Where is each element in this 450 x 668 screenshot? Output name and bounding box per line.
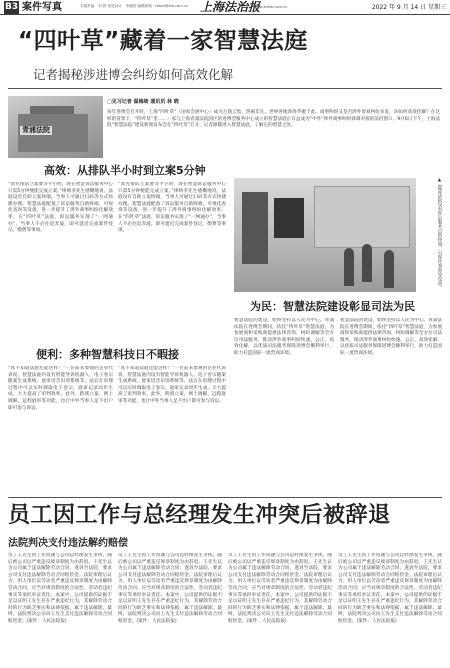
lead-paragraph: 每年进博会召开时，上海“四叶草”（国家会展中心）成为万商云集、热闹非凡、世界各地客商齐聚于此。商事纠纷又是否涉外贸易纠纷多发，该如何高效化解？在这样的背景下，“四叶草”里……一家与上海青浦法院园区的进博会服务中心成立的智慧法庭正日益成为“中外”涉外商事纠纷诉调对接的前沿窗口。9月6日下午，上海法院“智慧法院”建设新闻发布会在“四叶草”召开，记者跟随进入智慧法庭，了解它的智慧之处。 — [107, 110, 440, 129]
court-sign: 青浦法院 — [22, 126, 50, 134]
byline: □见习记者 翟梅绮 通讯员 林 晓 — [107, 99, 179, 105]
divider — [8, 497, 442, 498]
visitor-figure — [362, 244, 372, 282]
second-body-col3: 员工王先生因工作问题与公司总经理发生争执，随后被公司以严重违反规章制度为由辞退。王先生认为公司属于违法解除劳动合同，遂诉至法院，要求公司支付违法解除劳动合同赔偿金。法院审理后认为，用人单位以劳动者严重违反规章制度为由解除劳动合同，应当对规章制度的合法性、劳动者违纪事实等承担举证责任。本案中，公司提供的证据不足以证明王先生存在严重违纪行为，其解除劳动合同的行为缺乏事实和法律依据，属于违法解除。最终，法院判决公司向王先生支付违法解除劳动合同赔偿金。(案件：人民法院报) — [228, 553, 332, 624]
court-building-photo — [8, 96, 103, 158]
page-number-badge: B3 — [4, 2, 19, 12]
display-screen — [274, 198, 304, 238]
newspaper-masthead: 上海法治报 — [200, 0, 261, 14]
section-body-people-cont: 智慧法院的建设，始终坚持以人民为中心。青浦法院在进博会期间，依托“四叶草”智慧法庭，为参展商和采购商提供法律咨询、纠纷调解等全方位司法服务，推动涉外商事纠纷快速、公正、高效化解，以优质司法服务保障进博会顺利举行，助力打造国际一流营商环境。 — [340, 318, 442, 356]
section-heading-efficiency: 高效：从排队半小时到立案5分钟 — [44, 164, 206, 177]
visitor-figure — [384, 250, 394, 288]
second-body-col1: 员工王先生因工作问题与公司总经理发生争执，随后被公司以严重违反规章制度为由辞退。王先生认为公司属于违法解除劳动合同，遂诉至法院，要求公司支付违法解除劳动合同赔偿金。法院审理后认为，用人单位以劳动者严重违反规章制度为由解除劳动合同，应当对规章制度的合法性、劳动者违纪事实等承担举证责任。本案中，公司提供的证据不足以证明王先生存在严重违纪行为，其解除劳动合同的行为缺乏事实和法律依据，属于违法解除。最终，法院判决公司向王先生支付违法解除劳动合同赔偿金。(案件：人民法院报) — [8, 553, 112, 624]
page-header — [0, 0, 450, 15]
second-headline: 员工因工作与总经理发生冲突后被辞退 — [8, 503, 391, 528]
editor-credits: 本版责编：刘 胜 视觉设计：李晓阳 编辑邮箱：fzbzd@fzb.com.cn — [80, 4, 189, 8]
main-subheadline: 记者揭秘涉进博会纠纷如何高效化解 — [33, 67, 234, 82]
second-body-col4: 员工王先生因工作问题与公司总经理发生争执，随后被公司以严重违反规章制度为由辞退。王先生认为公司属于违法解除劳动合同，遂诉至法院，要求公司支付违法解除劳动合同赔偿金。法院审理后认为，用人单位以劳动者严重违反规章制度为由解除劳动合同，应当对规章制度的合法性、劳动者违纪事实等承担举证责任。本案中，公司提供的证据不足以证明王先生存在严重违纪行为，其解除劳动合同的行为缺乏事实和法律依据，属于违法解除。最终，法院判决公司向王先生支付违法解除劳动合同赔偿金。(案件：人民法院报) — [338, 553, 442, 624]
section-body-efficiency: “原先排队立案要等半小时，现在智慧诉讼服务中心只需5分钟便能完成立案。”律师李先生感慨地说。法庭设有自助立案终端，当事人可通过扫码等方式快捷办理。智慧法庭配备了诉讼服务自助终端、可视化查询等设备，进一步提升了涉外商事纠纷化解效率。在“四叶草”法庭，诉讼服务实现了“一网通办”，当事人不必往返奔波，即可就近完成案件登记、缴费等事项。 — [8, 182, 113, 234]
second-subheadline: 法院判决支付违法解约赔偿 — [8, 538, 128, 549]
main-headline: “四叶草”藏着一家智慧法庭 — [18, 28, 308, 54]
photo-caption: ▲ 智慧法院设有诉讼服务自助终端、可视化查询等设备。 — [437, 178, 442, 290]
issue-date: 2022 年 9 月 14 日 星期三 — [371, 4, 446, 11]
section-heading-convenience: 便利：多种智慧科技日不暇接 — [36, 348, 179, 361]
divider — [8, 88, 442, 89]
section-body-convenience: “真不知道法庭还能这样！”一位前来参观的企业代表说。智慧法庭内设有智能导诉机器人、电子卷宗随案生成系统、庭审语音识别系统等。法官在审理过程中可以实时调取电子卷宗，庭审记录同步生成，大大提高了审判效率。此外，跨域立案、网上调解、远程庭审等功能，也让中外当事人足不出户即可参与诉讼。 — [8, 366, 113, 411]
wall-display — [314, 186, 410, 248]
section-body-people: 智慧法院的建设，始终坚持以人民为中心。青浦法院在进博会期间，依托“四叶草”智慧法庭，为参展商和采购商提供法律咨询、纠纷调解等全方位司法服务，推动涉外商事纠纷快速、公正、高效化解，以优质司法服务保障进博会顺利举行，助力打造国际一流营商环境。 — [234, 318, 334, 356]
website-url: www.shfzb.com.cn — [254, 5, 288, 9]
section-body-efficiency-cont: “原先排队立案要等半小时，现在智慧诉讼服务中心只需5分钟便能完成立案。”律师李先生感慨地说。法庭设有自助立案终端，当事人可通过扫码等方式快捷办理。智慧法庭配备了诉讼服务自助终端、可视化查询等设备，进一步提升了涉外商事纠纷化解效率。在“四叶草”法庭，诉讼服务实现了“一网通办”，当事人不必往返奔波，即可就近完成案件登记、缴费等事项。 — [118, 182, 226, 234]
section-body-convenience-cont: “真不知道法庭还能这样！”一位前来参观的企业代表说。智慧法庭内设有智能导诉机器人、电子卷宗随案生成系统、庭审语音识别系统等。法官在审理过程中可以实时调取电子卷宗，庭审记录同步生成，大大提高了审判效率。此外，跨域立案、网上调解、远程庭审等功能，也让中外当事人足不出户即可参与诉讼。 — [118, 366, 226, 404]
second-body-col2: 员工王先生因工作问题与公司总经理发生争执，随后被公司以严重违反规章制度为由辞退。王先生认为公司属于违法解除劳动合同，遂诉至法院，要求公司支付违法解除劳动合同赔偿金。法院审理后认为，用人单位以劳动者严重违反规章制度为由解除劳动合同，应当对规章制度的合法性、劳动者违纪事实等承担举证责任。本案中，公司提供的证据不足以证明王先生存在严重违纪行为，其解除劳动合同的行为缺乏事实和法律依据，属于违法解除。最终，法院判决公司向王先生支付违法解除劳动合同赔偿金。(案件：人民法院报) — [118, 553, 222, 624]
visitor-figure — [344, 248, 354, 286]
smart-court-interior-photo — [234, 178, 416, 292]
section-heading-people: 为民：智慧法院建设彰显司法为民 — [250, 300, 415, 313]
section-title: 案件写真 — [22, 2, 62, 13]
self-service-kiosk — [242, 192, 268, 264]
